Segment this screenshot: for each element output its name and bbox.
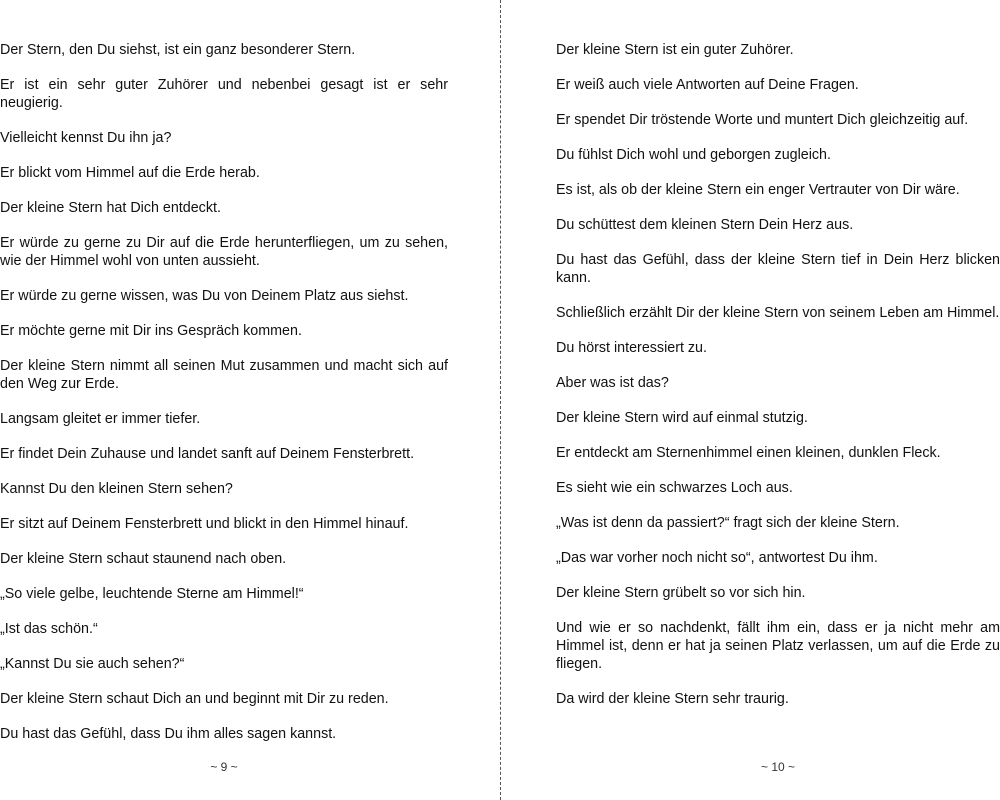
paragraph: Langsam gleitet er immer tiefer. xyxy=(0,411,201,427)
paragraph: Er würde zu gerne zu Dir auf die Erde herunterfliegen, um zu sehen, wie der Himmel wohl von unten aussieht. xyxy=(0,235,448,269)
paragraph: Er sitzt auf Deinem Fensterbrett und blickt in den Himmel hinauf. xyxy=(0,516,409,532)
paragraph: Er möchte gerne mit Dir ins Gespräch kommen. xyxy=(0,323,302,339)
page-text xyxy=(556,41,1000,725)
paragraph: Es sieht wie ein schwarzes Loch aus. xyxy=(556,480,793,496)
paragraph: Er ist ein sehr guter Zuhörer und nebenbei gesagt ist er sehr neugierig. xyxy=(0,77,448,111)
page-number: ~ 10 ~ xyxy=(760,760,796,774)
paragraph: Er blickt vom Himmel auf die Erde herab. xyxy=(0,165,260,181)
paragraph: Er findet Dein Zuhause und landet sanft auf Deinem Fensterbrett. xyxy=(0,446,415,462)
paragraph: Du fühlst Dich wohl und geborgen zugleich. xyxy=(556,147,831,163)
paragraph: Der kleine Stern schaut Dich an und beginnt mit Dir zu reden. xyxy=(0,691,389,707)
paragraph: Der kleine Stern nimmt all seinen Mut zusammen und macht sich auf den Weg zur Erde. xyxy=(0,358,448,392)
page-divider xyxy=(500,0,501,800)
paragraph: „Kannst Du sie auch sehen?“ xyxy=(0,656,185,672)
paragraph: Der kleine Stern ist ein guter Zuhörer. xyxy=(556,42,794,58)
paragraph: Der Stern, den Du siehst, ist ein ganz besonderer Stern. xyxy=(0,42,356,58)
paragraph: Der kleine Stern schaut staunend nach oben. xyxy=(0,551,287,567)
paragraph: Aber was ist das? xyxy=(556,375,669,391)
paragraph: Er würde zu gerne wissen, was Du von Deinem Platz aus siehst. xyxy=(0,288,409,304)
paragraph: Es ist, als ob der kleine Stern ein enger Vertrauter von Dir wäre. xyxy=(556,182,960,198)
paragraph: Er entdeckt am Sternenhimmel einen kleinen, dunklen Fleck. xyxy=(556,445,941,461)
paragraph: Vielleicht kennst Du ihn ja? xyxy=(0,130,172,146)
page-right xyxy=(556,0,1000,800)
paragraph: Du hörst interessiert zu. xyxy=(556,340,707,356)
paragraph: Schließlich erzählt Dir der kleine Stern von seinem Leben am Himmel. xyxy=(556,305,1000,321)
page-number: ~ 9 ~ xyxy=(210,760,238,774)
page-left xyxy=(0,0,448,800)
paragraph: Kannst Du den kleinen Stern sehen? xyxy=(0,481,233,497)
paragraph: „Ist das schön.“ xyxy=(0,621,98,637)
paragraph: „So viele gelbe, leuchtende Sterne am Himmel!“ xyxy=(0,586,304,602)
paragraph: „Was ist denn da passiert?“ fragt sich der kleine Stern. xyxy=(556,515,900,531)
paragraph: Er spendet Dir tröstende Worte und muntert Dich gleichzeitig auf. xyxy=(556,112,969,128)
paragraph: Du schüttest dem kleinen Stern Dein Herz aus. xyxy=(556,217,854,233)
paragraph: Der kleine Stern grübelt so vor sich hin. xyxy=(556,585,806,601)
paragraph: „Das war vorher noch nicht so“, antwortest Du ihm. xyxy=(556,550,878,566)
paragraph: Da wird der kleine Stern sehr traurig. xyxy=(556,691,789,707)
paragraph: Der kleine Stern hat Dich entdeckt. xyxy=(0,200,221,216)
paragraph: Du hast das Gefühl, dass der kleine Stern tief in Dein Herz blicken kann. xyxy=(556,252,1000,286)
paragraph: Du hast das Gefühl, dass Du ihm alles sagen kannst. xyxy=(0,726,337,742)
paragraph: Und wie er so nachdenkt, fällt ihm ein, dass er ja nicht mehr am Himmel ist, denn er hat ja seinen Platz verlassen, um auf die Erde zu fliegen. xyxy=(556,620,1000,672)
paragraph: Der kleine Stern wird auf einmal stutzig. xyxy=(556,410,808,426)
page-text xyxy=(0,41,448,760)
paragraph: Er weiß auch viele Antworten auf Deine Fragen. xyxy=(556,77,859,93)
